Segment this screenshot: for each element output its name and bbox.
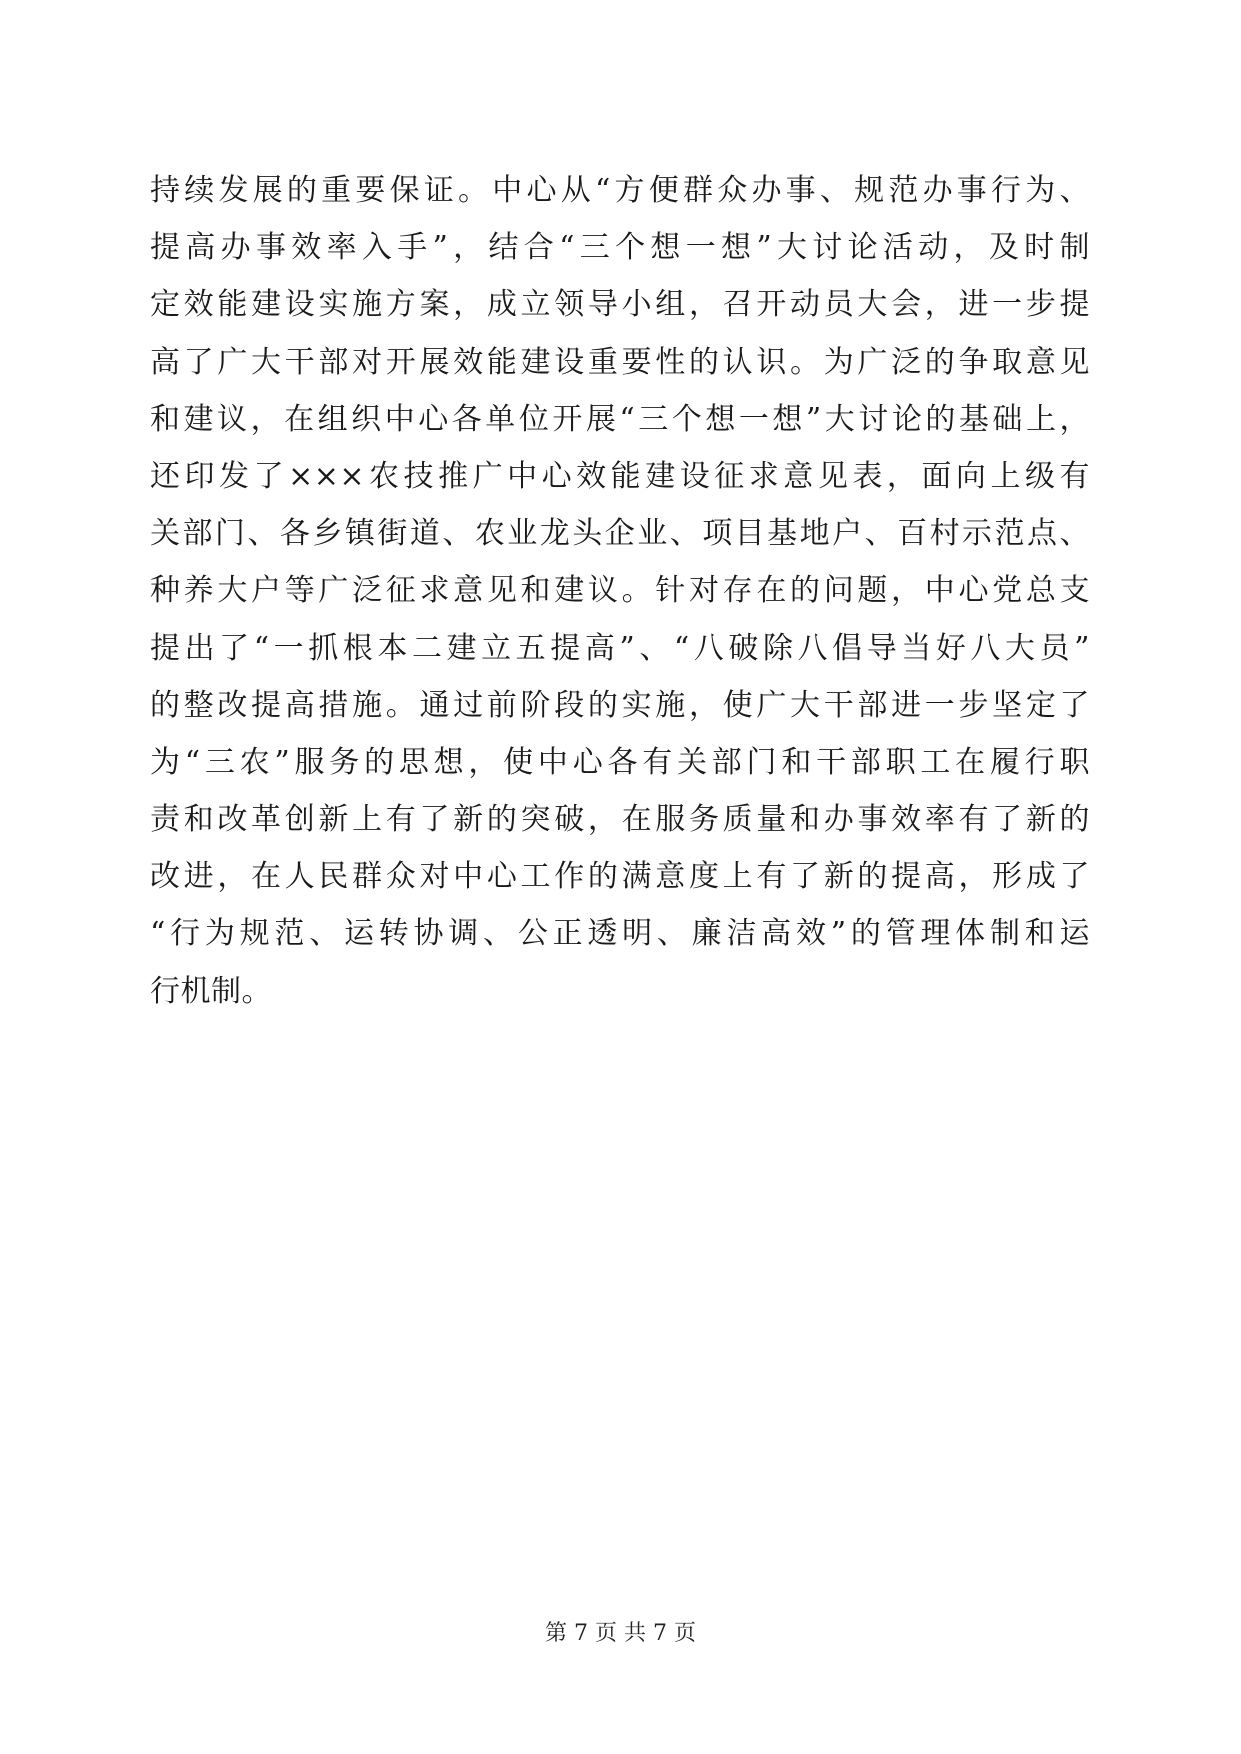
paragraph-line: 的整改提高措施。通过前阶段的实施，使广大干部进一步坚定了: [150, 687, 1090, 723]
page-number-footer: 第 7 页 共 7 页: [545, 1621, 696, 1646]
paragraph-line: 持续发展的重要保证。中心从“方便群众办事、规范办事行为、: [150, 173, 1090, 208]
paragraph-line: 和建议，在组织中心各单位开展“三个想一想”大讨论的基础上，: [150, 401, 1090, 437]
paragraph-line: 提高办事效率入手”，结合“三个想一想”大讨论活动，及时制: [150, 230, 1090, 266]
paragraph-line: 提出了“一抓根本二建立五提高”、“八破除八倡导当好八大员”: [150, 630, 1090, 666]
paragraph-line: 行机制。: [150, 973, 272, 1009]
paragraph-line: “行为规范、运转协调、公正透明、廉洁高效”的管理体制和运: [150, 916, 1090, 952]
paragraph-line: 关部门、各乡镇街道、农业龙头企业、项目基地户、百村示范点、: [150, 516, 1090, 552]
body-paragraph: [150, 162, 1090, 1020]
paragraph-line: 定效能建设实施方案，成立领导小组，召开动员大会，进一步提: [150, 287, 1090, 323]
paragraph-line: 还印发了×××农技推广中心效能建设征求意见表，面向上级有: [150, 458, 1090, 494]
paragraph-line: 改进，在人民群众对中心工作的满意度上有了新的提高，形成了: [150, 859, 1090, 895]
paragraph-line: 责和改革创新上有了新的突破，在服务质量和办事效率有了新的: [150, 802, 1090, 838]
paragraph-line: 为“三农”服务的思想，使中心各有关部门和干部职工在履行职: [150, 744, 1090, 780]
paragraph-line: 高了广大干部对开展效能建设重要性的认识。为广泛的争取意见: [150, 344, 1090, 380]
paragraph-line: 种养大户等广泛征求意见和建议。针对存在的问题，中心党总支: [150, 573, 1090, 609]
